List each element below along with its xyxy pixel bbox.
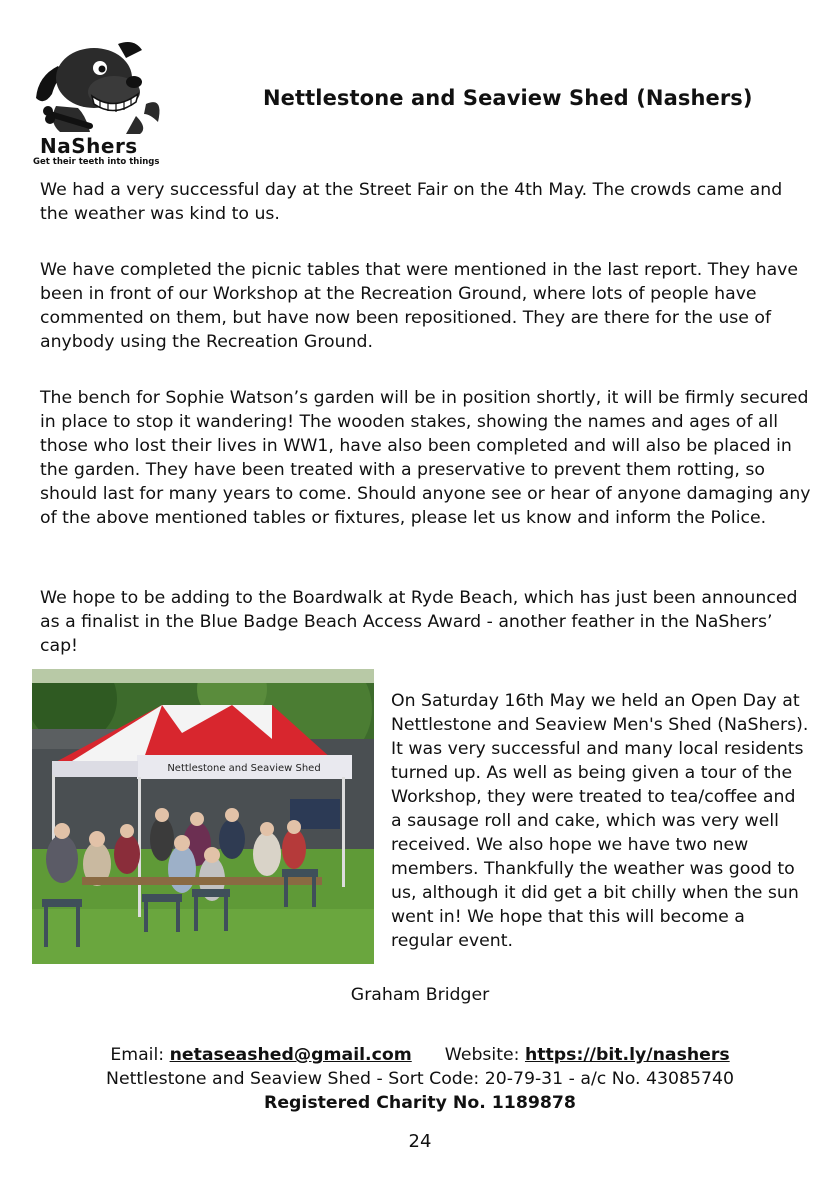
- author-signature: Graham Bridger: [350, 985, 490, 1005]
- paragraph-street-fair: We had a very successful day at the Street Fair on the 4th May. The crowds came and the weather was kind to us.: [40, 180, 783, 224]
- charity-number: Registered Charity No. 1189878: [264, 1093, 576, 1113]
- contact-footer: [0, 1043, 840, 1115]
- email-label: Email:: [110, 1045, 165, 1065]
- page-number: 24: [408, 1131, 432, 1152]
- gazebo-banner-text: Nettlestone and Seaview Shed: [167, 763, 321, 774]
- paragraph-boardwalk: We hope to be adding to the Boardwalk at Ryde Beach, which has just been announced as a finalist in the Blue Badge Beach Access Award - another feather in the NaShers’ cap!: [40, 588, 798, 656]
- contact-line: [0, 1043, 840, 1067]
- email-link[interactable]: netaseashed@gmail.com: [169, 1045, 412, 1065]
- paragraph-bench: The bench for Sophie Watson’s garden will be in position shortly, it will be firmly secured in place to stop it wandering! The wooden stakes, showing the names and ages of all those who lost their lives in WW1, have also been completed and will also be placed in the garden. They have been treated with a preservative to prevent them rotting, so should last for many years to come. Should anyone see or hear of anyone damaging any of the above mentioned tables or fixtures, please let us know and inform the Police.: [40, 388, 811, 528]
- website-link[interactable]: https://bit.ly/nashers: [524, 1045, 730, 1065]
- website-label: Website:: [444, 1045, 520, 1065]
- logo-name: NaShers: [40, 134, 138, 158]
- open-day-paragraph: On Saturday 16th May we held an Open Day at Nettlestone and Seaview Men's Shed (NaShers). It was very successful and many local residents turned up. As well as being given a tour of the Workshop, they were treated to tea/coffee and a sausage roll and cake, which was very well received. We also hope we have two new members. Thankfully the weather was good to us, although it did get a bit chilly when the sun went in! We hope that this will become a regular event.: [391, 691, 809, 951]
- paragraph-picnic-tables: We have completed the picnic tables that were mentioned in the last report. They have been in front of our Workshop at the Recreation Ground, where lots of people have commented on them, but have now been repositioned. They are there for the use of anybody using the Recreation Ground.: [40, 260, 799, 352]
- bank-details: Nettlestone and Seaview Shed - Sort Code: 20-79-31 - a/c No. 43085740: [106, 1069, 734, 1089]
- page-title: Nettlestone and Seaview Shed (Nashers): [263, 86, 753, 110]
- nashers-logo: [30, 36, 170, 168]
- dog-mascot-icon: [30, 36, 170, 136]
- open-day-photo: [32, 669, 374, 964]
- logo-tagline: Get their teeth into things: [33, 157, 160, 167]
